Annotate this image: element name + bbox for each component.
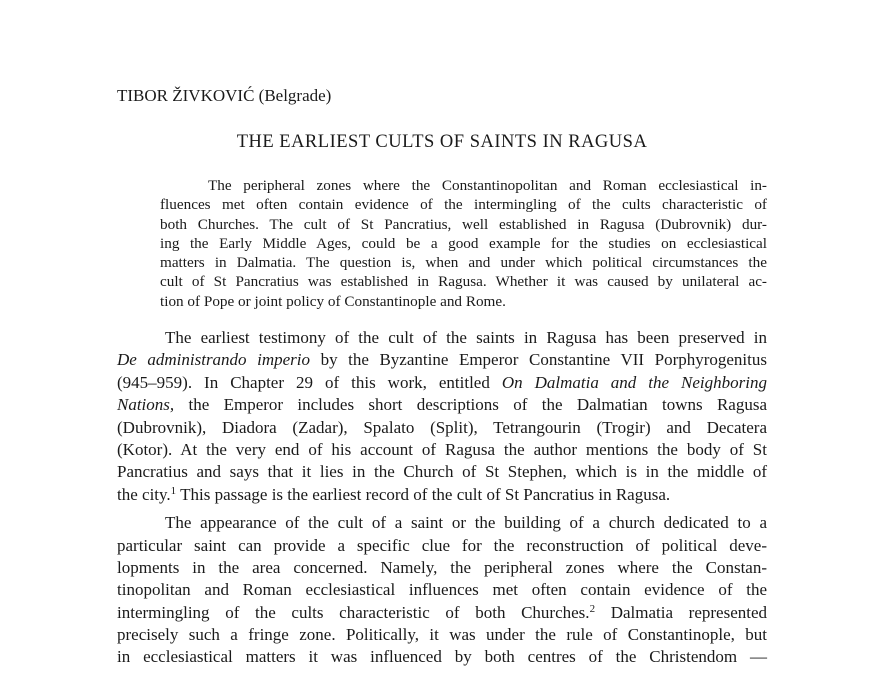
body-line [117, 624, 767, 646]
abstract-line: both Churches. The cult of St Pancratius, well established in Ragusa (Dubrovnik) dur- [160, 215, 767, 233]
body-line [117, 646, 767, 668]
abstract [160, 176, 767, 311]
body-line [117, 535, 767, 557]
body-line [117, 461, 767, 483]
body-line [117, 327, 767, 349]
body-text [117, 327, 767, 669]
body-line [117, 417, 767, 439]
body-line [117, 512, 767, 534]
abstract-line: cult of St Pancratius was established in Ragusa. Whether it was caused by unilateral ac- [160, 273, 767, 291]
footnote-ref[interactable]: 2 [589, 602, 596, 615]
abstract-line: The peripheral zones where the Constantinopolitan and Roman ecclesiastical in- [208, 177, 767, 194]
abstract-line: ing the Early Middle Ages, could be a good example for the studies on ecclesiastical [160, 234, 767, 252]
paragraph-1 [117, 327, 767, 506]
text-run: lopments in the area concerned. Namely, the peripheral zones where the Constan- [117, 557, 767, 577]
body-line [117, 372, 767, 394]
abstract-line: tion of Pope or joint policy of Constantinople and Rome. [160, 292, 506, 310]
text-run: The earliest testimony of the cult of the saints in Ragusa has been preserved in [165, 328, 767, 347]
body-line [117, 557, 767, 579]
chapter-title-italic: Nations, [117, 395, 175, 415]
body-line [117, 579, 767, 601]
text-run: (Kotor). At the very end of his account of Ragusa the author mentions the body of St [117, 439, 767, 459]
body-line [117, 439, 767, 461]
text-run: (Dubrovnik), Diadora (Zadar), Spalato (Split), Tetrangourin (Trogir) and Decatera [117, 417, 767, 437]
abstract-line: matters in Dalmatia. The question is, when and under which political circumstances the [160, 254, 767, 272]
text-run: the Emperor includes short descriptions of the Dalmatian towns Ragusa [174, 395, 767, 415]
body-line [117, 484, 767, 506]
text-run: in ecclesiastical matters it was influenced by both centres of the Christendom — [117, 647, 767, 667]
chapter-title-italic: On Dalmatia and the Neighboring [501, 372, 767, 392]
text-run: by the Byzantine Emperor Constantine VII Porphyrogenitus [310, 350, 767, 370]
abstract-line: fluences met often contain evidence of the intermingling of the cults characteristic of [160, 196, 767, 214]
text-run: the city. [117, 484, 171, 504]
article-title: THE EARLIEST CULTS OF SAINTS IN RAGUSA [236, 132, 648, 152]
book-title-italic: De administrando imperio [117, 350, 311, 370]
body-line [117, 394, 767, 416]
body-line [117, 349, 767, 371]
author-line: TIBOR ŽIVKOVIĆ (Belgrade) [117, 86, 332, 105]
text-run: This passage is the earliest record of the cult of St Pancratius in Ragusa. [176, 484, 671, 504]
text-run: (945–959). In Chapter 29 of this work, entitled [117, 372, 502, 392]
text-run: particular saint can provide a specific clue for the reconstruction of political deve- [117, 535, 767, 555]
paragraph-2 [117, 512, 767, 669]
text-run: intermingling of the cults characteristic of both Churches. [117, 602, 590, 622]
body-line [117, 602, 767, 624]
text-run: Pancratius and says that it lies in the Church of St Stephen, which is in the middle of [117, 462, 767, 482]
text-run: tinopolitan and Roman ecclesiastical influences met often contain evidence of the [117, 580, 767, 600]
text-run: precisely such a fringe zone. Politically, it was under the rule of Constantinople, but [117, 625, 767, 645]
footnote-ref[interactable]: 1 [170, 484, 177, 497]
text-run: Dalmatia represented [595, 602, 768, 622]
text-run: The appearance of the cult of a saint or the building of a church dedicated to a [165, 513, 767, 533]
